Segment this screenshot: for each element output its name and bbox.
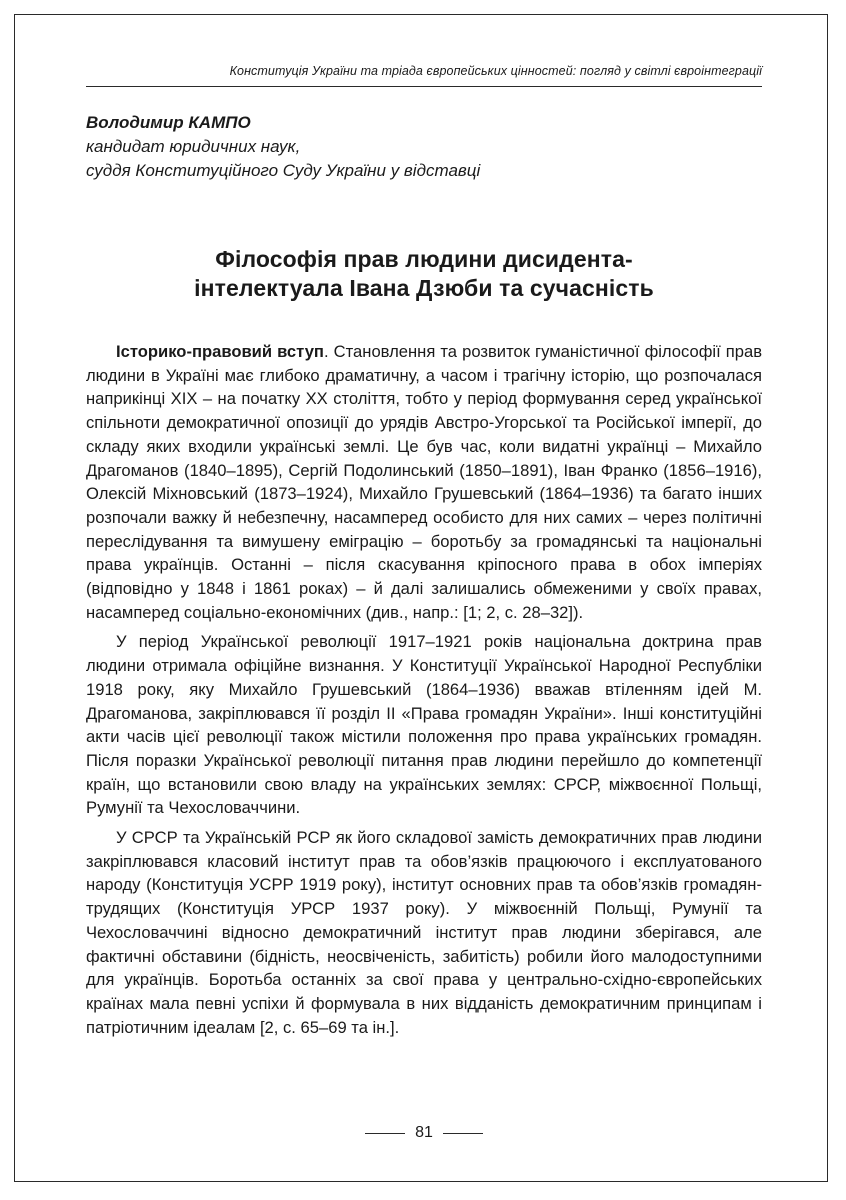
header-rule [86, 86, 762, 87]
paragraph-lead: Історико-правовий вступ [116, 342, 324, 361]
title-line-1: Філософія прав людини дисидента- [215, 246, 633, 272]
paragraph-text: . Становлення та розвиток гуманістичної філософії прав людини в Україні має глибоко драматичну, а часом і трагічну історію, що розпочалася наприкінці XIX – на початку XX століття, тобто у період формування серед української спільноти демократичної опозиції до урядів Австро-Угорської та Російської імперії, до складу яких входили українські землі. Це був час, коли видатні українці – Михайло Драгоманов (1840–1895), Сергій Подолинський (1850–1891), Іван Франко (1856–1916), Олексій Міхновський (1873–1924), Михайло Грушевський (1864–1936) та багато інших розпочали важку й небезпечну, насамперед особисто для них самих – через політичні переслідування та вимушену еміграцію – боротьбу за громадянські та національні права українців. Останні – після скасування кріпосного права в обох імперіях (відповідно у 1848 і 1861 роках) – й далі залишались обмеженими у своїх правах, насамперед соціально-економічних (див., напр.: [1; 2, с. 28–32]). [86, 342, 763, 622]
page-number: 81 [415, 1124, 433, 1141]
paragraph-2: У період Української революції 1917–1921 років національна доктрина прав людини отримала офіційне визнання. У Конституції Української Народної Республіки 1918 року, яку Михайло Грушевський (1864–1936) вважав втіленням ідей М. Драгоманова, закріплювався її розділ II «Права громадян України». Інші конституційні акти часів цієї революції також містили положення про права українських громадян. Після поразки Української революції питання прав людини перейшло до компетенції країн, що встановили свою владу на українських землях: СРСР, міжвоєнної Польщі, Румунії та Чехословаччини. [86, 632, 762, 818]
page-number-block [86, 1124, 762, 1142]
author-name: Володимир КАМПО [86, 113, 251, 132]
paragraph-1 [86, 340, 762, 624]
page-number-rule-right [443, 1133, 483, 1134]
article-title [86, 245, 762, 303]
article-body [86, 340, 762, 1045]
author-position: суддя Конституційного Суду України у відставці [86, 161, 481, 180]
title-line-2: інтелектуала Івана Дзюби та сучасність [194, 275, 654, 301]
author-block [86, 111, 762, 183]
page-number-rule-left [365, 1133, 405, 1134]
paragraph-3: У СРСР та Українській РСР як його складової замість демократичних прав людини закріплювався класовий інститут прав та обов’язків працюючого і експлуатованого народу (Конституція УСРР 1919 року), інститут основних прав та обов’язків громадян-трудящих (Конституція УРСР 1937 року). У міжвоєнній Польщі, Румунії та Чехословаччині відносно демократичний інститут прав людини зберігався, але фактичні обставини (бідність, неосвіченість, забитість) робили його малодоступними для українців. Боротьба останніх за свої права у центрально-східно-європейських країнах мала певні успіхи й формувала в них відданість демократичним принципам і патріотичним ідеалам [2, с. 65–69 та ін.]. [86, 828, 762, 1037]
running-head: Конституція України та тріада європейських цінностей: погляд у світлі євроінтеграції [229, 64, 762, 78]
author-degree: кандидат юридичних наук, [86, 137, 301, 156]
